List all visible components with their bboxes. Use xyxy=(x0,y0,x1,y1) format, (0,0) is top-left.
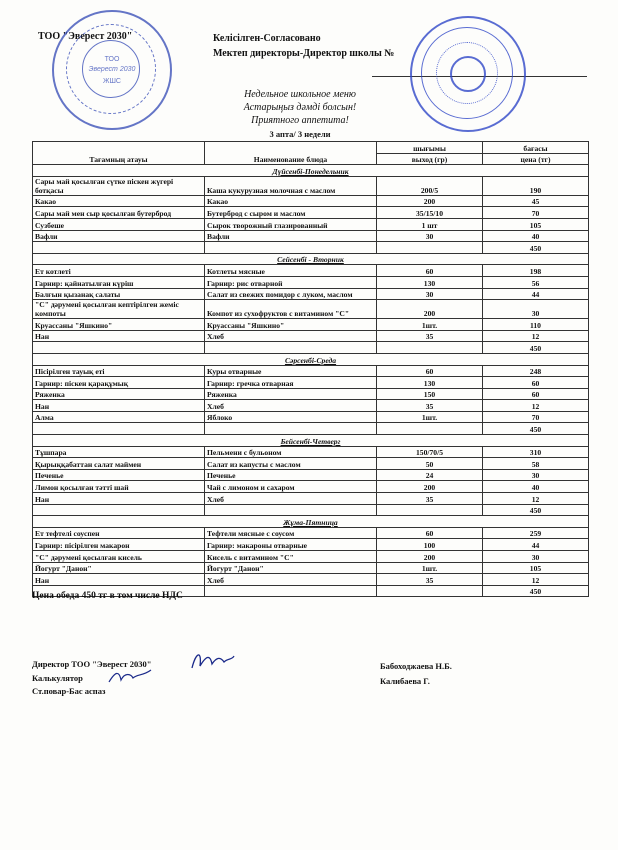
dish-name-ru: Бутерброд с сыром и маслом xyxy=(205,207,377,219)
dish-price: 44 xyxy=(483,288,589,300)
dish-name-kz: Ет котлеті xyxy=(33,265,205,277)
dish-output: 200 xyxy=(377,195,483,207)
dish-name-kz: Нан xyxy=(33,574,205,586)
dish-price: 105 xyxy=(483,562,589,574)
price-note: Цена обеда 450 тг в том числе НДС xyxy=(32,591,183,601)
dish-name-kz: Ряженка xyxy=(33,388,205,400)
dish-price: 12 xyxy=(483,330,589,342)
col-ru-name: Наименование блюда xyxy=(205,142,377,165)
day-header-row xyxy=(33,353,589,365)
dish-name-kz: Гарнир: қайнатылған күріш xyxy=(33,276,205,288)
dish-name-kz: Нан xyxy=(33,493,205,505)
dish-name-ru: Гарнир: гречка отварная xyxy=(205,377,377,389)
dish-name-ru: Пельмени с бульоном xyxy=(205,446,377,458)
day-header-row xyxy=(33,165,589,177)
dish-name-ru: Салат из свежих помидор с луком, маслом xyxy=(205,288,377,300)
blank-cell xyxy=(205,242,377,254)
table-row xyxy=(33,446,589,458)
dish-name-ru: Йогурт "Данон" xyxy=(205,562,377,574)
table-row xyxy=(33,288,589,300)
table-row xyxy=(33,469,589,481)
calculator-signature xyxy=(105,666,155,688)
day-header-row xyxy=(33,253,589,265)
day-name: Сейсенбі - Вторник xyxy=(33,253,589,265)
greeting-ru: Приятного аппетита! xyxy=(251,115,349,126)
dish-name-kz: Вафли xyxy=(33,230,205,242)
table-row xyxy=(33,218,589,230)
dish-output: 130 xyxy=(377,377,483,389)
col-price-kz: бағасы xyxy=(483,142,589,154)
table-row xyxy=(33,330,589,342)
dish-output: 200 xyxy=(377,300,483,319)
dish-output: 200/5 xyxy=(377,176,483,195)
blank-cell xyxy=(205,504,377,516)
blank-cell xyxy=(205,585,377,597)
blank-cell xyxy=(377,585,483,597)
dish-name-kz: Сары май қосылған сүтке піскен жүгері ботқасы xyxy=(33,176,205,195)
director-signature xyxy=(188,648,238,674)
dish-output: 35 xyxy=(377,400,483,412)
dish-name-ru: Котлеты мясные xyxy=(205,265,377,277)
table-row xyxy=(33,195,589,207)
dish-name-ru: Круассаны "Яшкино" xyxy=(205,319,377,331)
dish-name-kz: "С" дәрумені қосылған кисель xyxy=(33,551,205,563)
table-row xyxy=(33,458,589,470)
dish-output: 150 xyxy=(377,388,483,400)
dish-name-ru: Хлеб xyxy=(205,493,377,505)
dish-price: 30 xyxy=(483,551,589,563)
dish-price: 310 xyxy=(483,446,589,458)
table-row xyxy=(33,551,589,563)
dish-output: 130 xyxy=(377,276,483,288)
dish-name-kz: Гарнир: піскен қарақұмық xyxy=(33,377,205,389)
dish-output: 1шт. xyxy=(377,411,483,423)
table-row xyxy=(33,527,589,539)
dish-name-kz: Йогурт "Данон" xyxy=(33,562,205,574)
table-row xyxy=(33,319,589,331)
dish-name-ru: Печенье xyxy=(205,469,377,481)
dish-name-kz: Лимон қосылған тәтті шай xyxy=(33,481,205,493)
day-total: 450 xyxy=(483,504,589,516)
dish-name-kz: Какао xyxy=(33,195,205,207)
dish-name-kz: Пісірілген тауық еті xyxy=(33,365,205,377)
dish-name-ru: Хлеб xyxy=(205,574,377,586)
dish-price: 12 xyxy=(483,574,589,586)
greeting-kz: Астарыңыз дәмді болсын! xyxy=(243,102,357,113)
dish-price: 70 xyxy=(483,207,589,219)
day-total: 450 xyxy=(483,242,589,254)
table-row xyxy=(33,574,589,586)
dish-price: 40 xyxy=(483,481,589,493)
dish-output: 100 xyxy=(377,539,483,551)
dish-output: 60 xyxy=(377,527,483,539)
dish-output: 35 xyxy=(377,574,483,586)
dish-output: 24 xyxy=(377,469,483,481)
blank-cell xyxy=(377,342,483,354)
table-row xyxy=(33,377,589,389)
dish-output: 200 xyxy=(377,551,483,563)
table-row xyxy=(33,265,589,277)
dish-price: 58 xyxy=(483,458,589,470)
dish-name-ru: Компот из сухофруктов с витамином "С" xyxy=(205,300,377,319)
day-header-row xyxy=(33,435,589,447)
dish-name-kz: Сары май мен сыр қосылған бутерброд xyxy=(33,207,205,219)
dish-name-ru: Ряженка xyxy=(205,388,377,400)
table-row xyxy=(33,365,589,377)
dish-output: 30 xyxy=(377,230,483,242)
dish-price: 60 xyxy=(483,377,589,389)
company-stamp: ТОО Эверест 2030 ЖШС xyxy=(52,10,172,130)
dish-price: 56 xyxy=(483,276,589,288)
dish-price: 30 xyxy=(483,300,589,319)
calculator-name: Калибаева Г. xyxy=(380,676,430,686)
dish-name-kz: "С" дәрумені қосылған кептірілген жеміс компоты xyxy=(33,300,205,319)
dish-name-ru: Гарнир: рис отварной xyxy=(205,276,377,288)
dish-name-kz: Балғын қызанақ салаты xyxy=(33,288,205,300)
dish-output: 1шт. xyxy=(377,319,483,331)
dish-output: 50 xyxy=(377,458,483,470)
day-total-row xyxy=(33,342,589,354)
table-row xyxy=(33,388,589,400)
dish-price: 70 xyxy=(483,411,589,423)
director-name: Бабоходжаева Н.Б. xyxy=(380,661,452,671)
table-row xyxy=(33,276,589,288)
dish-name-kz: Қырыққабаттан салат маймен xyxy=(33,458,205,470)
school-stamp xyxy=(410,16,526,132)
dish-price: 40 xyxy=(483,230,589,242)
col-output-kz: шығымы xyxy=(377,142,483,154)
dish-output: 200 xyxy=(377,481,483,493)
table-row xyxy=(33,481,589,493)
dish-price: 12 xyxy=(483,493,589,505)
calculator-label: Калькулятор xyxy=(32,673,83,683)
dish-name-ru: Сырок творожный глазированный xyxy=(205,218,377,230)
dish-name-kz: Нан xyxy=(33,330,205,342)
dish-name-kz: Гарнир: пісірілген макарон xyxy=(33,539,205,551)
dish-name-kz: Тұшпара xyxy=(33,446,205,458)
dish-name-kz: Печенье xyxy=(33,469,205,481)
dish-name-ru: Тефтели мясные с соусом xyxy=(205,527,377,539)
col-output-ru: выход (гр) xyxy=(377,153,483,165)
day-total: 450 xyxy=(483,423,589,435)
blank-cell xyxy=(377,242,483,254)
weekly-menu-table xyxy=(32,141,589,597)
dish-price: 198 xyxy=(483,265,589,277)
table-row xyxy=(33,562,589,574)
day-name: Сәрсенбі-Среда xyxy=(33,353,589,365)
table-row xyxy=(33,400,589,412)
dish-price: 190 xyxy=(483,176,589,195)
blank-cell xyxy=(33,242,205,254)
table-row xyxy=(33,493,589,505)
col-kz-name: Тағамның атауы xyxy=(33,142,205,165)
dish-price: 60 xyxy=(483,388,589,400)
dish-price: 30 xyxy=(483,469,589,481)
dish-name-ru: Куры отварные xyxy=(205,365,377,377)
table-row xyxy=(33,300,589,319)
dish-name-ru: Вафли xyxy=(205,230,377,242)
day-total-row xyxy=(33,504,589,516)
dish-name-ru: Яблоко xyxy=(205,411,377,423)
blank-cell xyxy=(33,342,205,354)
day-header-row xyxy=(33,516,589,528)
dish-price: 44 xyxy=(483,539,589,551)
dish-name-ru: Салат из капусты с маслом xyxy=(205,458,377,470)
blank-cell xyxy=(33,504,205,516)
director-label: Директор ТОО "Эверест 2030" xyxy=(32,659,152,669)
chef-label: Ст.повар-Бас аспаз xyxy=(32,686,106,696)
org-name: ТОО "Эверест 2030" xyxy=(38,31,133,42)
dish-name-ru: Какао xyxy=(205,195,377,207)
col-price-ru: цена (тг) xyxy=(483,153,589,165)
table-row xyxy=(33,539,589,551)
table-row xyxy=(33,207,589,219)
day-total: 450 xyxy=(483,585,589,597)
dish-name-ru: Хлеб xyxy=(205,330,377,342)
approved-line-2: Мектеп директоры-Директор школы № xyxy=(213,48,395,59)
blank-cell xyxy=(33,423,205,435)
dish-output: 1шт. xyxy=(377,562,483,574)
dish-output: 1 шт xyxy=(377,218,483,230)
dish-price: 45 xyxy=(483,195,589,207)
dish-output: 30 xyxy=(377,288,483,300)
approved-line-1: Келісілген-Согласовано xyxy=(213,33,321,44)
dish-name-kz: Сузбеше xyxy=(33,218,205,230)
dish-name-ru: Гарнир: макароны отварные xyxy=(205,539,377,551)
dish-name-ru: Каша кукурузная молочная с маслом xyxy=(205,176,377,195)
dish-output: 35 xyxy=(377,493,483,505)
blank-cell xyxy=(205,342,377,354)
day-name: Дүйсенбі-Понедельник xyxy=(33,165,589,177)
dish-name-ru: Кисель с витамином "С" xyxy=(205,551,377,563)
blank-cell xyxy=(205,423,377,435)
day-name: Бейсенбі-Четверг xyxy=(33,435,589,447)
dish-output: 60 xyxy=(377,265,483,277)
dish-price: 248 xyxy=(483,365,589,377)
day-total-row xyxy=(33,242,589,254)
dish-price: 110 xyxy=(483,319,589,331)
blank-cell xyxy=(377,423,483,435)
day-total: 450 xyxy=(483,342,589,354)
dish-output: 150/70/5 xyxy=(377,446,483,458)
blank-cell xyxy=(377,504,483,516)
table-row xyxy=(33,230,589,242)
day-total-row xyxy=(33,423,589,435)
dish-name-kz: Ет тефтелі соуспен xyxy=(33,527,205,539)
day-name: Жұма-Пятница xyxy=(33,516,589,528)
table-row xyxy=(33,176,589,195)
menu-title: Недельное школьное меню xyxy=(244,89,356,100)
dish-name-ru: Хлеб xyxy=(205,400,377,412)
dish-output: 60 xyxy=(377,365,483,377)
week-label: 3 апта/ 3 недели xyxy=(269,129,331,139)
dish-output: 35/15/10 xyxy=(377,207,483,219)
dish-price: 12 xyxy=(483,400,589,412)
table-row xyxy=(33,411,589,423)
dish-name-ru: Чай с лимоном и сахаром xyxy=(205,481,377,493)
dish-price: 259 xyxy=(483,527,589,539)
dish-name-kz: Круассаны "Яшкино" xyxy=(33,319,205,331)
dish-output: 35 xyxy=(377,330,483,342)
dish-name-kz: Нан xyxy=(33,400,205,412)
dish-price: 105 xyxy=(483,218,589,230)
dish-name-kz: Алма xyxy=(33,411,205,423)
